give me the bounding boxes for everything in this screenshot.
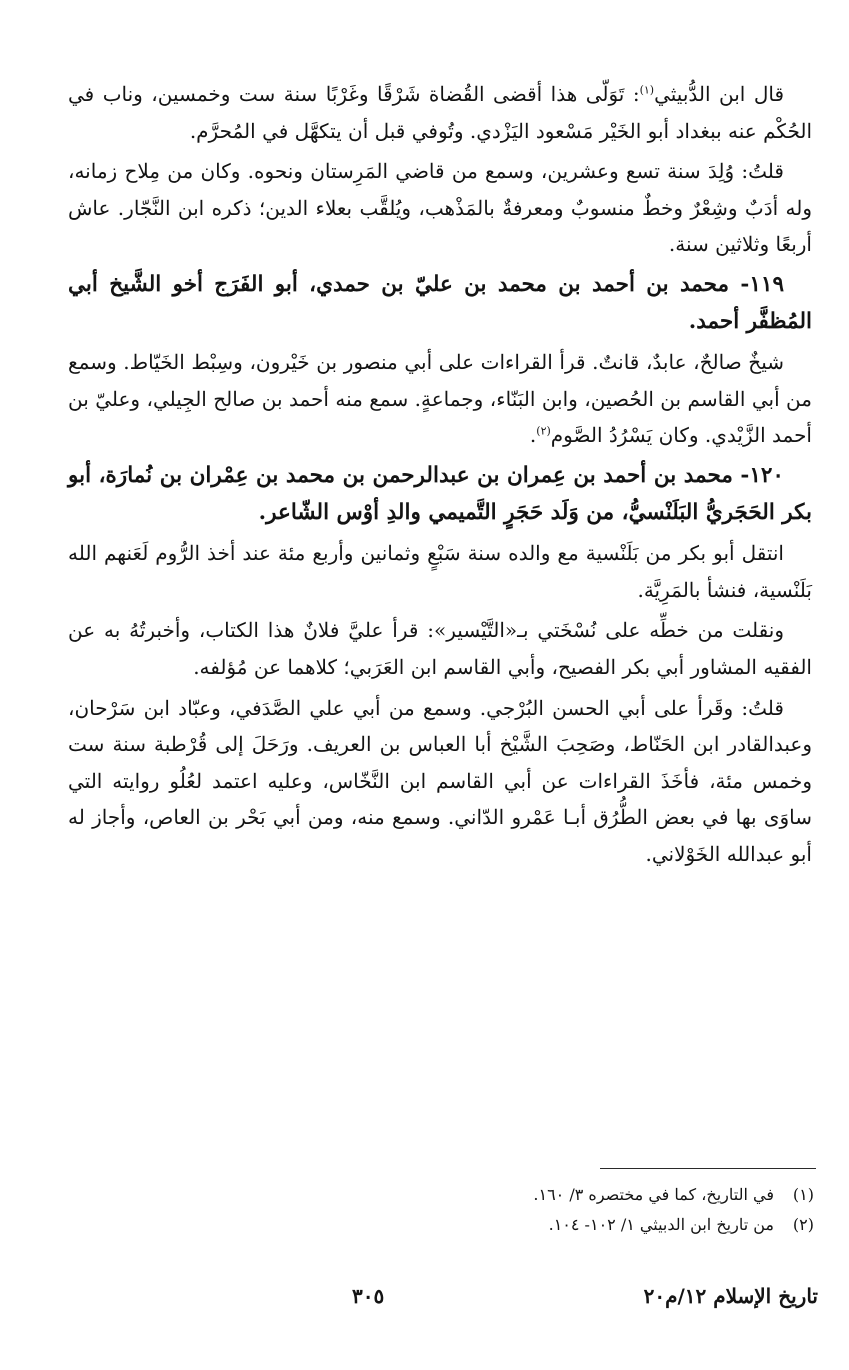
footnote-1 [60,1180,814,1210]
paragraph-text: : تَوَلّى هذا أقضى القُضاة شَرْقًا وغَرْبًا سنة ست وخمسين، وناب في الحُكْم عنه ببغداد أبو الخَيْر مَسْعود اليَزْدي. وتُوفي قبل أن يتكهَّل في المُحرَّم. [68,82,812,143]
footnotes [60,1180,814,1240]
footnote-divider [600,1168,816,1169]
paragraph-text: ونقلت من خطِّه على نُسْخَتي بـ«التَّيْسير»: قرأ عليَّ فلانٌ هذا الكتاب، وأخبرتُهُ به عن الفقيه المشاور أبي بكر الفصيح، وأبي القاسم ابن العَرَبي؛ كلاهما عن مُؤلفه. [68,618,812,679]
paragraph-text: انتقل أبو بكر من بَلَنْسية مع والده سنة سَبْعٍ وثمانين وأربع مئة عند أخذ الرُّوم لَعَنهم الله بَلَنْسية، فنشأ بالمَرِيَّة. [68,541,812,602]
entry-number: ١٢٠- [740,462,784,488]
paragraph-text: قلتُ: وُلِدَ سنة تسع وعشرين، وسمع من قاضي المَرِستان ونحوه. وكان من مِلاح زمانه، وله أدَبٌ وشِعْرٌ وخطٌ منسوبٌ ومعرفةٌ بالمَذْهب، ويُلقَّب بعلاء الدين؛ ذكره ابن النَّجّار. عاش أربعًا وثلاثين سنة. [68,159,812,257]
paragraph-4 [68,344,812,454]
paragraph-text: شيخٌ صالحٌ، عابدٌ، قانتٌ. قرأ القراءات على أبي منصور بن خَيْرون، وسِبْط الخَيّاط. وسمع من أبي القاسم بن الحُصين، وابن البَنّاء، وجماعةٍ. سمع منه أحمد بن صالح الجِيلي، وعليّ بن أحمد الزَّيْدي. وكان يَسْرُدُ الصَّوم [68,350,812,448]
footnote-text: في التاريخ، كما في مختصره ٣/ ١٦٠. [533,1185,774,1204]
footnote-number: (٢) [792,1215,814,1234]
entry-119-heading [68,267,812,340]
main-text [68,76,812,876]
paragraph-6 [68,535,812,608]
page-number: ٣٠٥ [352,1284,385,1308]
entry-number: ١١٩- [740,271,784,297]
footnote-2 [60,1210,814,1240]
footnote-number: (١) [792,1185,814,1204]
footnote-text: من تاريخ ابن الدبيثي ١/ ١٠٢- ١٠٤. [548,1215,774,1234]
entry-title: محمد بن أحمد بن عِمران بن عبدالرحمن بن محمد بن عِمْران بن نُمارَة، أبو بكر الحَجَريُّ البَلَنْسيُّ، من وَلَد حَجَرٍ التَّميمي والدِ أوْس الشّاعر. [68,462,812,525]
paragraph-7 [68,612,812,685]
paragraph-text: قال ابن الدُّبيثي [654,82,785,106]
entry-120-heading [68,458,812,531]
paragraph-text: . [529,423,537,448]
paragraph-1 [68,76,812,149]
book-signature: تاريخ الإسلام ١٢/م٢٠ [643,1284,818,1308]
paragraph-text: قلتُ: وقَرأ على أبي الحسن البُرْجي. وسمع من أبي علي الصَّدَفي، وعبّاد ابن سَرْحان، وعبدالقادر ابن الحَنّاط، وصَحِبَ الشَّيْخ أبا العباس بن العريف. ورَحَلَ إلى قُرْطبة سنة ست وخمس مئة، فأخَذَ القراءات عن أبي القاسم ابن النَّخّاس، وعليه اعتمد لعُلُو روايته التي ساوَى بها في بعض الطُّرُق أبـا عَمْرو الدّاني. وسمع منه، ومن أبي بَحْر بن العاص، وأجاز له أبو عبدالله الخَوْلاني. [68,695,813,866]
footnote-ref-2: (٢) [536,424,551,438]
footnote-ref-1: (١) [639,83,655,97]
paragraph-2 [68,153,812,263]
page-footer [60,1284,818,1324]
paragraph-8 [68,690,812,873]
entry-title: محمد بن أحمد بن محمد بن عليّ بن حمدي، أبو الفَرَج أخو الشَّيخ أبي المُظفَّر أحمد. [68,271,812,334]
